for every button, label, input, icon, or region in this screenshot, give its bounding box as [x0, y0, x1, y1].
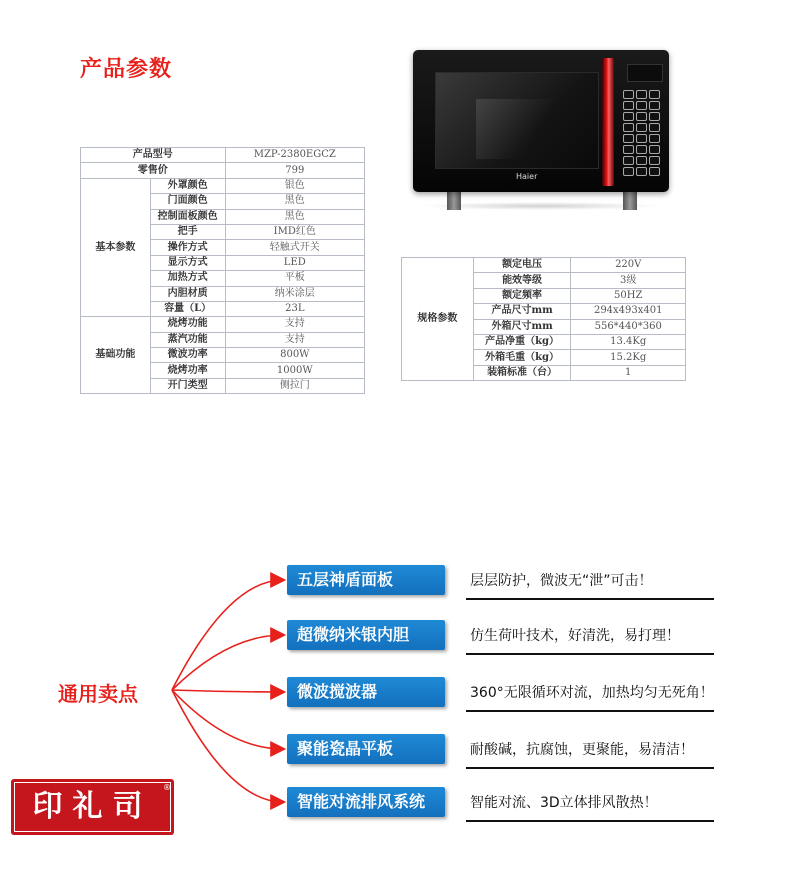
spec-value: 15.2Kg [571, 350, 686, 365]
brand-stamp [11, 779, 174, 835]
spec-key: 额定频率 [473, 288, 571, 303]
rating-table [401, 257, 686, 381]
spec-value: 轻触式开关 [225, 240, 364, 255]
table-row [402, 258, 686, 273]
feature-box: 超微纳米银内胆 [287, 620, 445, 650]
spec-value: 23L [225, 301, 364, 316]
group-label: 基本参数 [81, 178, 151, 317]
spec-key: 门面颜色 [150, 194, 225, 209]
spec-value: 799 [225, 163, 364, 178]
spec-key: 蒸汽功能 [150, 332, 225, 347]
underline [466, 710, 714, 712]
spec-key: 外罩颜色 [150, 178, 225, 193]
underline [466, 653, 714, 655]
group-label: 规格参数 [402, 258, 474, 381]
spec-key: 烧烤功能 [150, 317, 225, 332]
spec-key: 开门类型 [150, 378, 225, 393]
spec-value: 556*440*360 [571, 319, 686, 334]
spec-key: 外箱尺寸mm [473, 319, 571, 334]
spec-key: 产品型号 [81, 148, 226, 163]
underline [466, 767, 714, 769]
spec-value: 13.4Kg [571, 334, 686, 349]
spec-value: 1 [571, 365, 686, 380]
spec-value: 支持 [225, 332, 364, 347]
microwave-image [411, 50, 671, 212]
spec-key: 零售价 [81, 163, 226, 178]
table-row [81, 178, 365, 193]
spec-key: 装箱标准（台） [473, 365, 571, 380]
spec-key: 外箱毛重（kg） [473, 350, 571, 365]
connector-arrow [172, 580, 283, 690]
registered-icon: ® [163, 783, 171, 792]
spec-key: 额定电压 [473, 258, 571, 273]
spec-value: 侧拉门 [225, 378, 364, 393]
spec-value: 3级 [571, 273, 686, 288]
spec-key: 操作方式 [150, 240, 225, 255]
feature-box: 智能对流排风系统 [287, 787, 445, 817]
spec-key: 能效等级 [473, 273, 571, 288]
brand-logo: Haier [516, 172, 538, 181]
spec-value: 1000W [225, 363, 364, 378]
spec-key: 容量（L） [150, 301, 225, 316]
feature-box: 五层神盾面板 [287, 565, 445, 595]
table-row [81, 163, 365, 178]
table-row [81, 317, 365, 332]
spec-value: 黑色 [225, 194, 364, 209]
group-label: 基础功能 [81, 317, 151, 394]
spec-value: MZP-2380EGCZ [225, 148, 364, 163]
spec-key: 烧烤功率 [150, 363, 225, 378]
connector-arrow [172, 690, 283, 692]
table-row [81, 148, 365, 163]
spec-value: 50HZ [571, 288, 686, 303]
spec-value: 平板 [225, 271, 364, 286]
spec-key: 控制面板颜色 [150, 209, 225, 224]
section-title: 产品参数 [80, 57, 173, 82]
spec-value: 黑色 [225, 209, 364, 224]
spec-value: 220V [571, 258, 686, 273]
spec-value: IMD红色 [225, 224, 364, 239]
feature-description: 耐酸碱，抗腐蚀，更聚能，易清洁！ [470, 742, 694, 758]
feature-box: 聚能瓷晶平板 [287, 734, 445, 764]
spec-key: 产品尺寸mm [473, 304, 571, 319]
spec-key: 显示方式 [150, 255, 225, 270]
feature-description: 360°无限循环对流，加热均匀无死角！ [470, 685, 714, 701]
spec-value: 支持 [225, 317, 364, 332]
spec-table [80, 147, 365, 394]
spec-value: 800W [225, 348, 364, 363]
spec-key: 产品净重（kg） [473, 334, 571, 349]
feature-description: 层层防护，微波无“泄”可击！ [470, 573, 653, 589]
spec-value: 纳米涂层 [225, 286, 364, 301]
underline [466, 598, 714, 600]
spec-key: 加热方式 [150, 271, 225, 286]
spec-key: 内胆材质 [150, 286, 225, 301]
spec-key: 微波功率 [150, 348, 225, 363]
spec-value: 银色 [225, 178, 364, 193]
underline [466, 820, 714, 822]
spec-key: 把手 [150, 224, 225, 239]
feature-description: 仿生荷叶技术，好清洗，易打理！ [470, 628, 680, 644]
selling-points-title: 通用卖点 [58, 682, 138, 706]
feature-box: 微波搅波器 [287, 677, 445, 707]
feature-description: 智能对流、3D立体排风散热！ [470, 795, 658, 811]
spec-value: 294x493x401 [571, 304, 686, 319]
stamp-text: 印礼司 [32, 789, 153, 824]
connector-arrow [172, 635, 283, 690]
spec-value: LED [225, 255, 364, 270]
